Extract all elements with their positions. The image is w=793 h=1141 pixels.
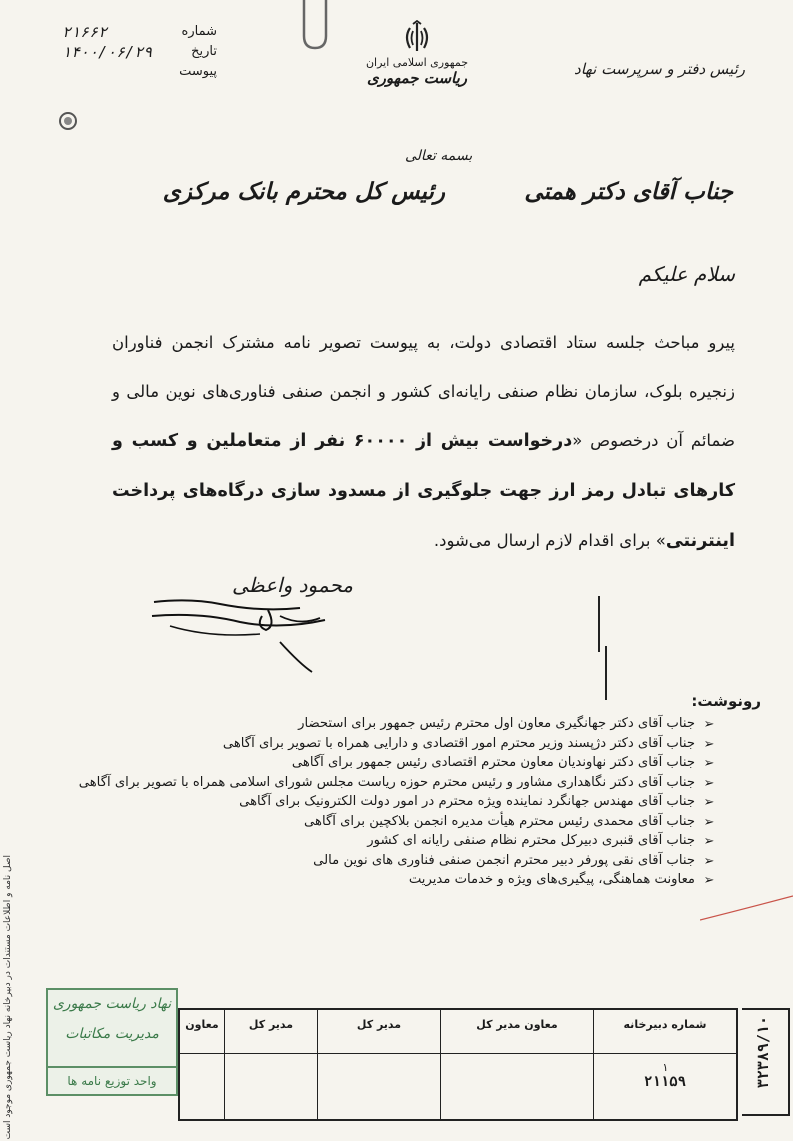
meta-number: [62, 22, 217, 42]
meta-attachment: [62, 62, 217, 82]
government-emblem: [362, 20, 472, 87]
cc-item: [75, 734, 715, 754]
secretariat-number: ۲۱۱۵۹: [643, 1074, 687, 1090]
arrow-bullet-icon: ➢: [703, 795, 715, 810]
routing-table: [178, 1008, 738, 1121]
meta-number-label: شماره: [181, 24, 217, 39]
body-text-1: پیرو مباحث جلسه ستاد اقتصادی دولت، به پیوست تصویر نامه مشترک انجمن فناوران زنجیره بلوک، سازمان نظام صنفی رایانه‌ای کشور و انجمن صنفی فناوری‌های نوین مالی و ضمائم آن درخصوص «: [112, 333, 735, 450]
signer-name: محمود واعظی: [232, 573, 354, 597]
cc-item-text: جناب آقای دکتر نگاهداری مشاور و رئیس محترم حوزه ریاست مجلس شورای اسلامی همراه با تصویر برای آگاهی: [78, 774, 695, 790]
cc-item-text: معاونت هماهنگی، پیگیری‌های ویژه و خدمات مدیریت: [408, 872, 695, 887]
table-cell: [441, 1054, 594, 1121]
cc-item: [75, 851, 715, 871]
stamp-line-3: واحد توزیع نامه ها: [48, 1066, 176, 1094]
meta-date-label: تاریخ: [191, 44, 217, 59]
cc-item: [75, 792, 715, 812]
table-cell: [318, 1054, 441, 1121]
table-header-cell: معاون مدیر کل: [441, 1009, 594, 1054]
table-header-cell: معاون: [179, 1009, 225, 1054]
margin-stroke: [598, 596, 600, 652]
cc-item-text: جناب آقای نقی پورفر دبیر محترم انجمن صنفی فناوری های نوین مالی: [313, 852, 695, 868]
cc-item-text: جناب آقای مهندس جهانگرد نماینده ویژه محترم در امور دولت الکترونیک برای آگاهی: [239, 794, 695, 809]
cc-item: [75, 714, 715, 734]
cc-item-text: جناب آقای دکتر دژپسند وزیر محترم امور اقتصادی و دارایی همراه با تصویر برای آگاهی: [222, 735, 695, 751]
table-row: [179, 1054, 737, 1121]
cc-list: [75, 714, 715, 890]
cc-item: [75, 812, 715, 832]
cc-item: [75, 831, 715, 851]
office-note: رئیس دفتر و سرپرست نهاد: [574, 60, 745, 78]
arrow-bullet-icon: ➢: [703, 853, 715, 869]
cc-item-text: جناب آقای دکتر جهانگیری معاون اول محترم رئیس جمهور برای استحضار: [298, 716, 695, 731]
stamp-line-2: مدیریت مکاتبات: [65, 1026, 159, 1042]
cc-item-text: جناب آقای دکتر نهاوندیان معاون محترم اقتصادی رئیس جمهور برای آگاهی: [291, 755, 695, 770]
arrow-bullet-icon: ➢: [703, 756, 715, 771]
table-header-row: [179, 1009, 737, 1054]
emblem-office: ریاست جمهوری: [366, 69, 468, 87]
addressee-title: رئیس کل محترم بانک مرکزی: [162, 178, 445, 205]
side-note: [3, 855, 21, 1140]
meta-attachment-label: پیوست: [179, 64, 217, 79]
arrow-bullet-icon: ➢: [703, 736, 715, 752]
greeting: سلام علیکم: [638, 262, 735, 286]
arrow-bullet-icon: ➢: [703, 834, 715, 849]
pen-mark: [700, 890, 793, 930]
distribution-stamp: [46, 988, 178, 1096]
cc-item-text: جناب آقای قنبری دبیرکل محترم نظام صنفی رایانه ای کشور: [367, 833, 695, 848]
meta-date: [62, 42, 217, 62]
arrow-bullet-icon: ➢: [703, 717, 715, 732]
side-note-text: اصل نامه و اطلاعات مستندات در دبیرخانه نهاد ریاست جمهوری موجود است: [3, 855, 13, 1140]
table-header-cell: مدیر کل: [318, 1009, 441, 1054]
table-header-cell: مدیر کل: [225, 1009, 318, 1054]
cc-title: رونوشت:: [691, 692, 761, 710]
reference-number-box: [742, 1008, 790, 1116]
letter-body: [112, 318, 735, 566]
cc-item-text: جناب آقای محمدی رئیس محترم هیأت مدیره انجمن بلاکچین برای آگاهی: [304, 813, 695, 829]
table-cell: [225, 1054, 318, 1121]
table-cell: [179, 1054, 225, 1121]
secretariat-marker: ۱: [661, 1061, 669, 1074]
iran-emblem-icon: [400, 20, 434, 54]
bismillah: بسمه تعالی: [405, 148, 473, 164]
arrow-bullet-icon: ➢: [703, 873, 715, 888]
cc-item: [75, 870, 715, 890]
secretariat-number-cell: [594, 1054, 738, 1121]
body-bold-request: درخواست بیش از ۶۰۰۰۰ نفر از متعاملین و کسب و کارهای تبادل رمز ارز جهت جلوگیری از مسدود سازی درگاه‌های پرداخت اینترنتی: [112, 431, 735, 551]
reference-number: ۳۲۳۸۹/۱۰: [754, 1016, 772, 1089]
meta-date-value: ۱۴۰۰/۰۶/۲۹: [62, 43, 153, 61]
emblem-country: جمهوری اسلامی ایران: [365, 56, 469, 69]
meta-number-value: ۲۱۶۶۲: [62, 23, 108, 41]
stamp-line-1: نهاد ریاست جمهوری: [52, 996, 172, 1012]
arrow-bullet-icon: ➢: [703, 775, 715, 791]
cc-item: [75, 773, 715, 793]
arrow-bullet-icon: ➢: [703, 814, 715, 830]
body-text-2: » برای اقدام لازم ارسال می‌شود.: [433, 531, 666, 550]
paper-clip-mark: [296, 0, 334, 52]
addressee-name: جناب آقای دکتر همتی: [524, 178, 733, 205]
cc-item: [75, 753, 715, 773]
margin-stroke: [605, 646, 607, 700]
letter-meta: [62, 22, 217, 82]
punch-hole-mark: [55, 108, 81, 134]
table-header-cell: شماره دبیرخانه: [594, 1009, 738, 1054]
